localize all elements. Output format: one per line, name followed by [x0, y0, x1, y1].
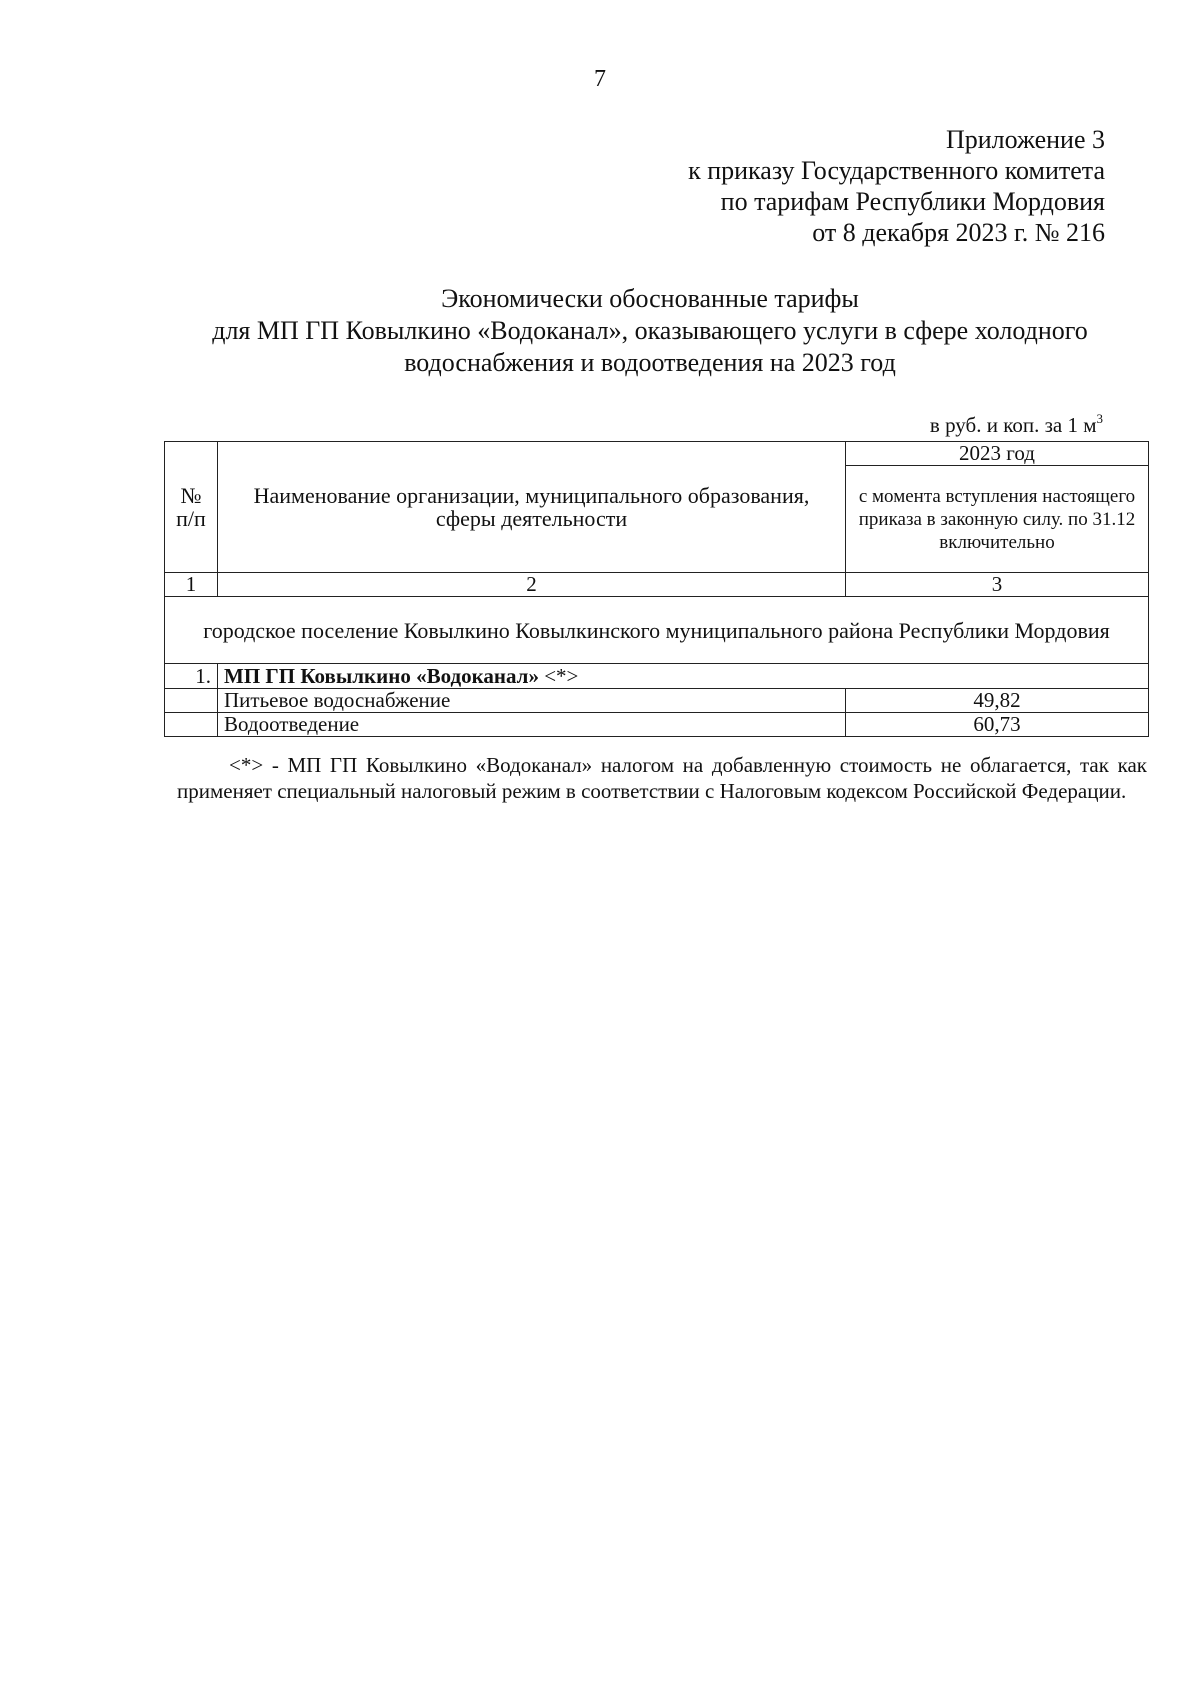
header-row	[165, 442, 1149, 466]
tariff-value: 49,82	[846, 689, 1149, 713]
tariff-value: 60,73	[846, 713, 1149, 737]
empty-cell	[165, 713, 218, 737]
column-index: 3	[846, 573, 1149, 597]
appendix-line: к приказу Государственного комитета	[688, 156, 1105, 185]
units-note	[930, 411, 1103, 438]
units-text: в руб. и коп. за 1 м	[929, 413, 1097, 437]
appendix-line: Приложение 3	[945, 125, 1105, 154]
section-row	[165, 597, 1149, 664]
header-period: с момента вступления настоящего приказа в законную силу. по 31.12 включительно	[846, 466, 1149, 573]
section-title: городское поселение Ковылкино Ковылкинского муниципального района Республики Мордовия	[165, 597, 1149, 664]
title-line: для МП ГП Ковылкино «Водоканал», оказывающего услуги в сфере холодного	[212, 316, 1088, 345]
service-name: Питьевое водоснабжение	[218, 689, 846, 713]
footnote: <*> - МП ГП Ковылкино «Водоканал» налогом на добавленную стоимость не облагается, так как применяет специальный налоговый режим в соответствии с Налоговым кодексом Российской Федерации.	[177, 753, 1147, 803]
appendix-line: по тарифам Республики Мордовия	[720, 187, 1105, 216]
appendix-block	[688, 124, 1105, 248]
page-number: 7	[594, 66, 606, 92]
footnote-mark: <*>	[544, 663, 579, 688]
column-index: 2	[218, 573, 846, 597]
tariff-table	[164, 441, 1149, 737]
title-line: водоснабжения и водоотведения на 2023 год	[404, 348, 896, 377]
organization-name: МП ГП Ковылкино «Водоканал»	[224, 663, 539, 688]
appendix-line: от 8 декабря 2023 г. № 216	[812, 218, 1105, 247]
organization-num: 1.	[165, 664, 218, 689]
service-name: Водоотведение	[218, 713, 846, 737]
title-line: Экономически обоснованные тарифы	[441, 284, 859, 313]
table-row	[165, 689, 1149, 713]
organization-row	[165, 664, 1149, 689]
empty-cell	[165, 689, 218, 713]
units-superscript: 3	[1096, 411, 1103, 426]
column-index: 1	[165, 573, 218, 597]
table-row	[165, 713, 1149, 737]
header-year: 2023 год	[846, 442, 1149, 466]
header-num: № п/п	[165, 442, 218, 573]
document-title	[150, 283, 1150, 379]
organization-cell	[218, 664, 1149, 689]
column-index-row	[165, 573, 1149, 597]
header-name: Наименование организации, муниципального образования, сферы деятельности	[218, 442, 846, 573]
